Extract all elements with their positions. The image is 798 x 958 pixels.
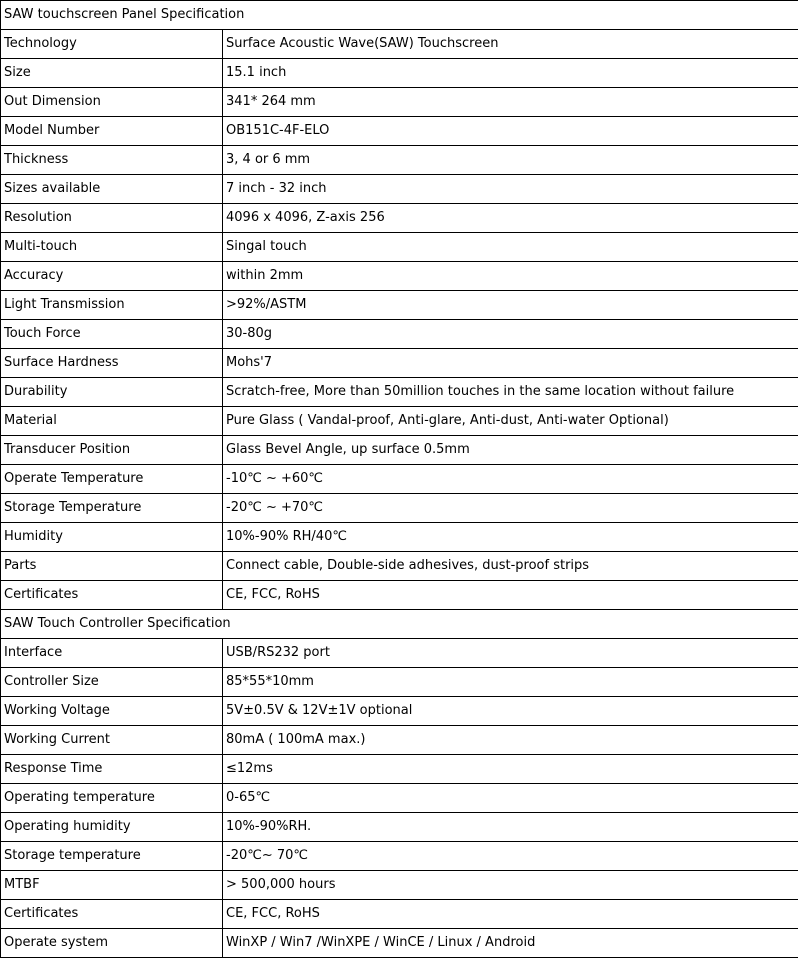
table-row xyxy=(1,320,798,349)
spec-value: Singal touch xyxy=(223,233,798,262)
spec-value: -20℃~ 70℃ xyxy=(223,842,798,871)
table-row xyxy=(1,755,798,784)
spec-value: 85*55*10mm xyxy=(223,668,798,697)
spec-value: 4096 x 4096, Z-axis 256 xyxy=(223,204,798,233)
spec-value: Scratch-free, More than 50million touches in the same location without failure xyxy=(223,378,798,407)
spec-label: Resolution xyxy=(1,204,223,233)
table-row xyxy=(1,349,798,378)
spec-label: Operate Temperature xyxy=(1,465,223,494)
table-row xyxy=(1,407,798,436)
spec-label: Light Transmission xyxy=(1,291,223,320)
spec-value: Connect cable, Double-side adhesives, dust-proof strips xyxy=(223,552,798,581)
spec-value: > 500,000 hours xyxy=(223,871,798,900)
spec-label: Size xyxy=(1,59,223,88)
spec-value: Surface Acoustic Wave(SAW) Touchscreen xyxy=(223,30,798,59)
spec-label: Parts xyxy=(1,552,223,581)
spec-label: Certificates xyxy=(1,900,223,929)
spec-label: Interface xyxy=(1,639,223,668)
spec-value: >92%/ASTM xyxy=(223,291,798,320)
table-row xyxy=(1,465,798,494)
spec-label: Operating temperature xyxy=(1,784,223,813)
spec-value: 0-65℃ xyxy=(223,784,798,813)
spec-value: 15.1 inch xyxy=(223,59,798,88)
table-row xyxy=(1,842,798,871)
spec-value: CE, FCC, RoHS xyxy=(223,581,798,610)
spec-value: -10℃ ~ +60℃ xyxy=(223,465,798,494)
spec-table-body xyxy=(1,1,798,958)
spec-value: 80mA ( 100mA max.) xyxy=(223,726,798,755)
table-row xyxy=(1,668,798,697)
spec-value: USB/RS232 port xyxy=(223,639,798,668)
spec-label: Model Number xyxy=(1,117,223,146)
spec-label: Response Time xyxy=(1,755,223,784)
spec-label: Durability xyxy=(1,378,223,407)
spec-value: -20℃ ~ +70℃ xyxy=(223,494,798,523)
table-row xyxy=(1,59,798,88)
table-row xyxy=(1,697,798,726)
table-row xyxy=(1,494,798,523)
table-row xyxy=(1,233,798,262)
table-row xyxy=(1,146,798,175)
spec-label: MTBF xyxy=(1,871,223,900)
spec-label: Thickness xyxy=(1,146,223,175)
spec-value: Mohs'7 xyxy=(223,349,798,378)
table-row xyxy=(1,262,798,291)
spec-label: Working Current xyxy=(1,726,223,755)
table-row xyxy=(1,30,798,59)
table-row xyxy=(1,871,798,900)
spec-value: ≤12ms xyxy=(223,755,798,784)
spec-value: Glass Bevel Angle, up surface 0.5mm xyxy=(223,436,798,465)
spec-label: Operate system xyxy=(1,929,223,958)
spec-label: Operating humidity xyxy=(1,813,223,842)
table-row xyxy=(1,900,798,929)
table-row xyxy=(1,523,798,552)
spec-label: Sizes available xyxy=(1,175,223,204)
table-row xyxy=(1,784,798,813)
section-header-row xyxy=(1,610,798,639)
table-row xyxy=(1,175,798,204)
table-row xyxy=(1,436,798,465)
table-row xyxy=(1,552,798,581)
spec-value: 7 inch - 32 inch xyxy=(223,175,798,204)
spec-value: Pure Glass ( Vandal-proof, Anti-glare, Anti-dust, Anti-water Optional) xyxy=(223,407,798,436)
spec-value: OB151C-4F-ELO xyxy=(223,117,798,146)
spec-label: Out Dimension xyxy=(1,88,223,117)
table-row xyxy=(1,291,798,320)
spec-value: 5V±0.5V & 12V±1V optional xyxy=(223,697,798,726)
spec-value: within 2mm xyxy=(223,262,798,291)
spec-label: Multi-touch xyxy=(1,233,223,262)
spec-label: Certificates xyxy=(1,581,223,610)
spec-label: Storage Temperature xyxy=(1,494,223,523)
spec-value: 3, 4 or 6 mm xyxy=(223,146,798,175)
spec-label: Controller Size xyxy=(1,668,223,697)
spec-label: Technology xyxy=(1,30,223,59)
spec-label: Touch Force xyxy=(1,320,223,349)
table-row xyxy=(1,726,798,755)
spec-value: CE, FCC, RoHS xyxy=(223,900,798,929)
spec-label: Surface Hardness xyxy=(1,349,223,378)
table-row xyxy=(1,88,798,117)
table-row xyxy=(1,813,798,842)
spec-value: 30-80g xyxy=(223,320,798,349)
spec-label: Storage temperature xyxy=(1,842,223,871)
spec-label: Accuracy xyxy=(1,262,223,291)
spec-value: 341* 264 mm xyxy=(223,88,798,117)
table-row xyxy=(1,378,798,407)
section-header-row xyxy=(1,1,798,30)
table-row xyxy=(1,117,798,146)
spec-value: 10%-90%RH. xyxy=(223,813,798,842)
spec-value: WinXP / Win7 /WinXPE / WinCE / Linux / Android xyxy=(223,929,798,958)
table-row xyxy=(1,639,798,668)
spec-label: Humidity xyxy=(1,523,223,552)
spec-label: Working Voltage xyxy=(1,697,223,726)
spec-label: Material xyxy=(1,407,223,436)
section-title: SAW Touch Controller Specification xyxy=(1,610,798,639)
table-row xyxy=(1,929,798,958)
table-row xyxy=(1,581,798,610)
spec-label: Transducer Position xyxy=(1,436,223,465)
table-row xyxy=(1,204,798,233)
spec-value: 10%-90% RH/40℃ xyxy=(223,523,798,552)
section-title: SAW touchscreen Panel Specification xyxy=(1,1,798,30)
